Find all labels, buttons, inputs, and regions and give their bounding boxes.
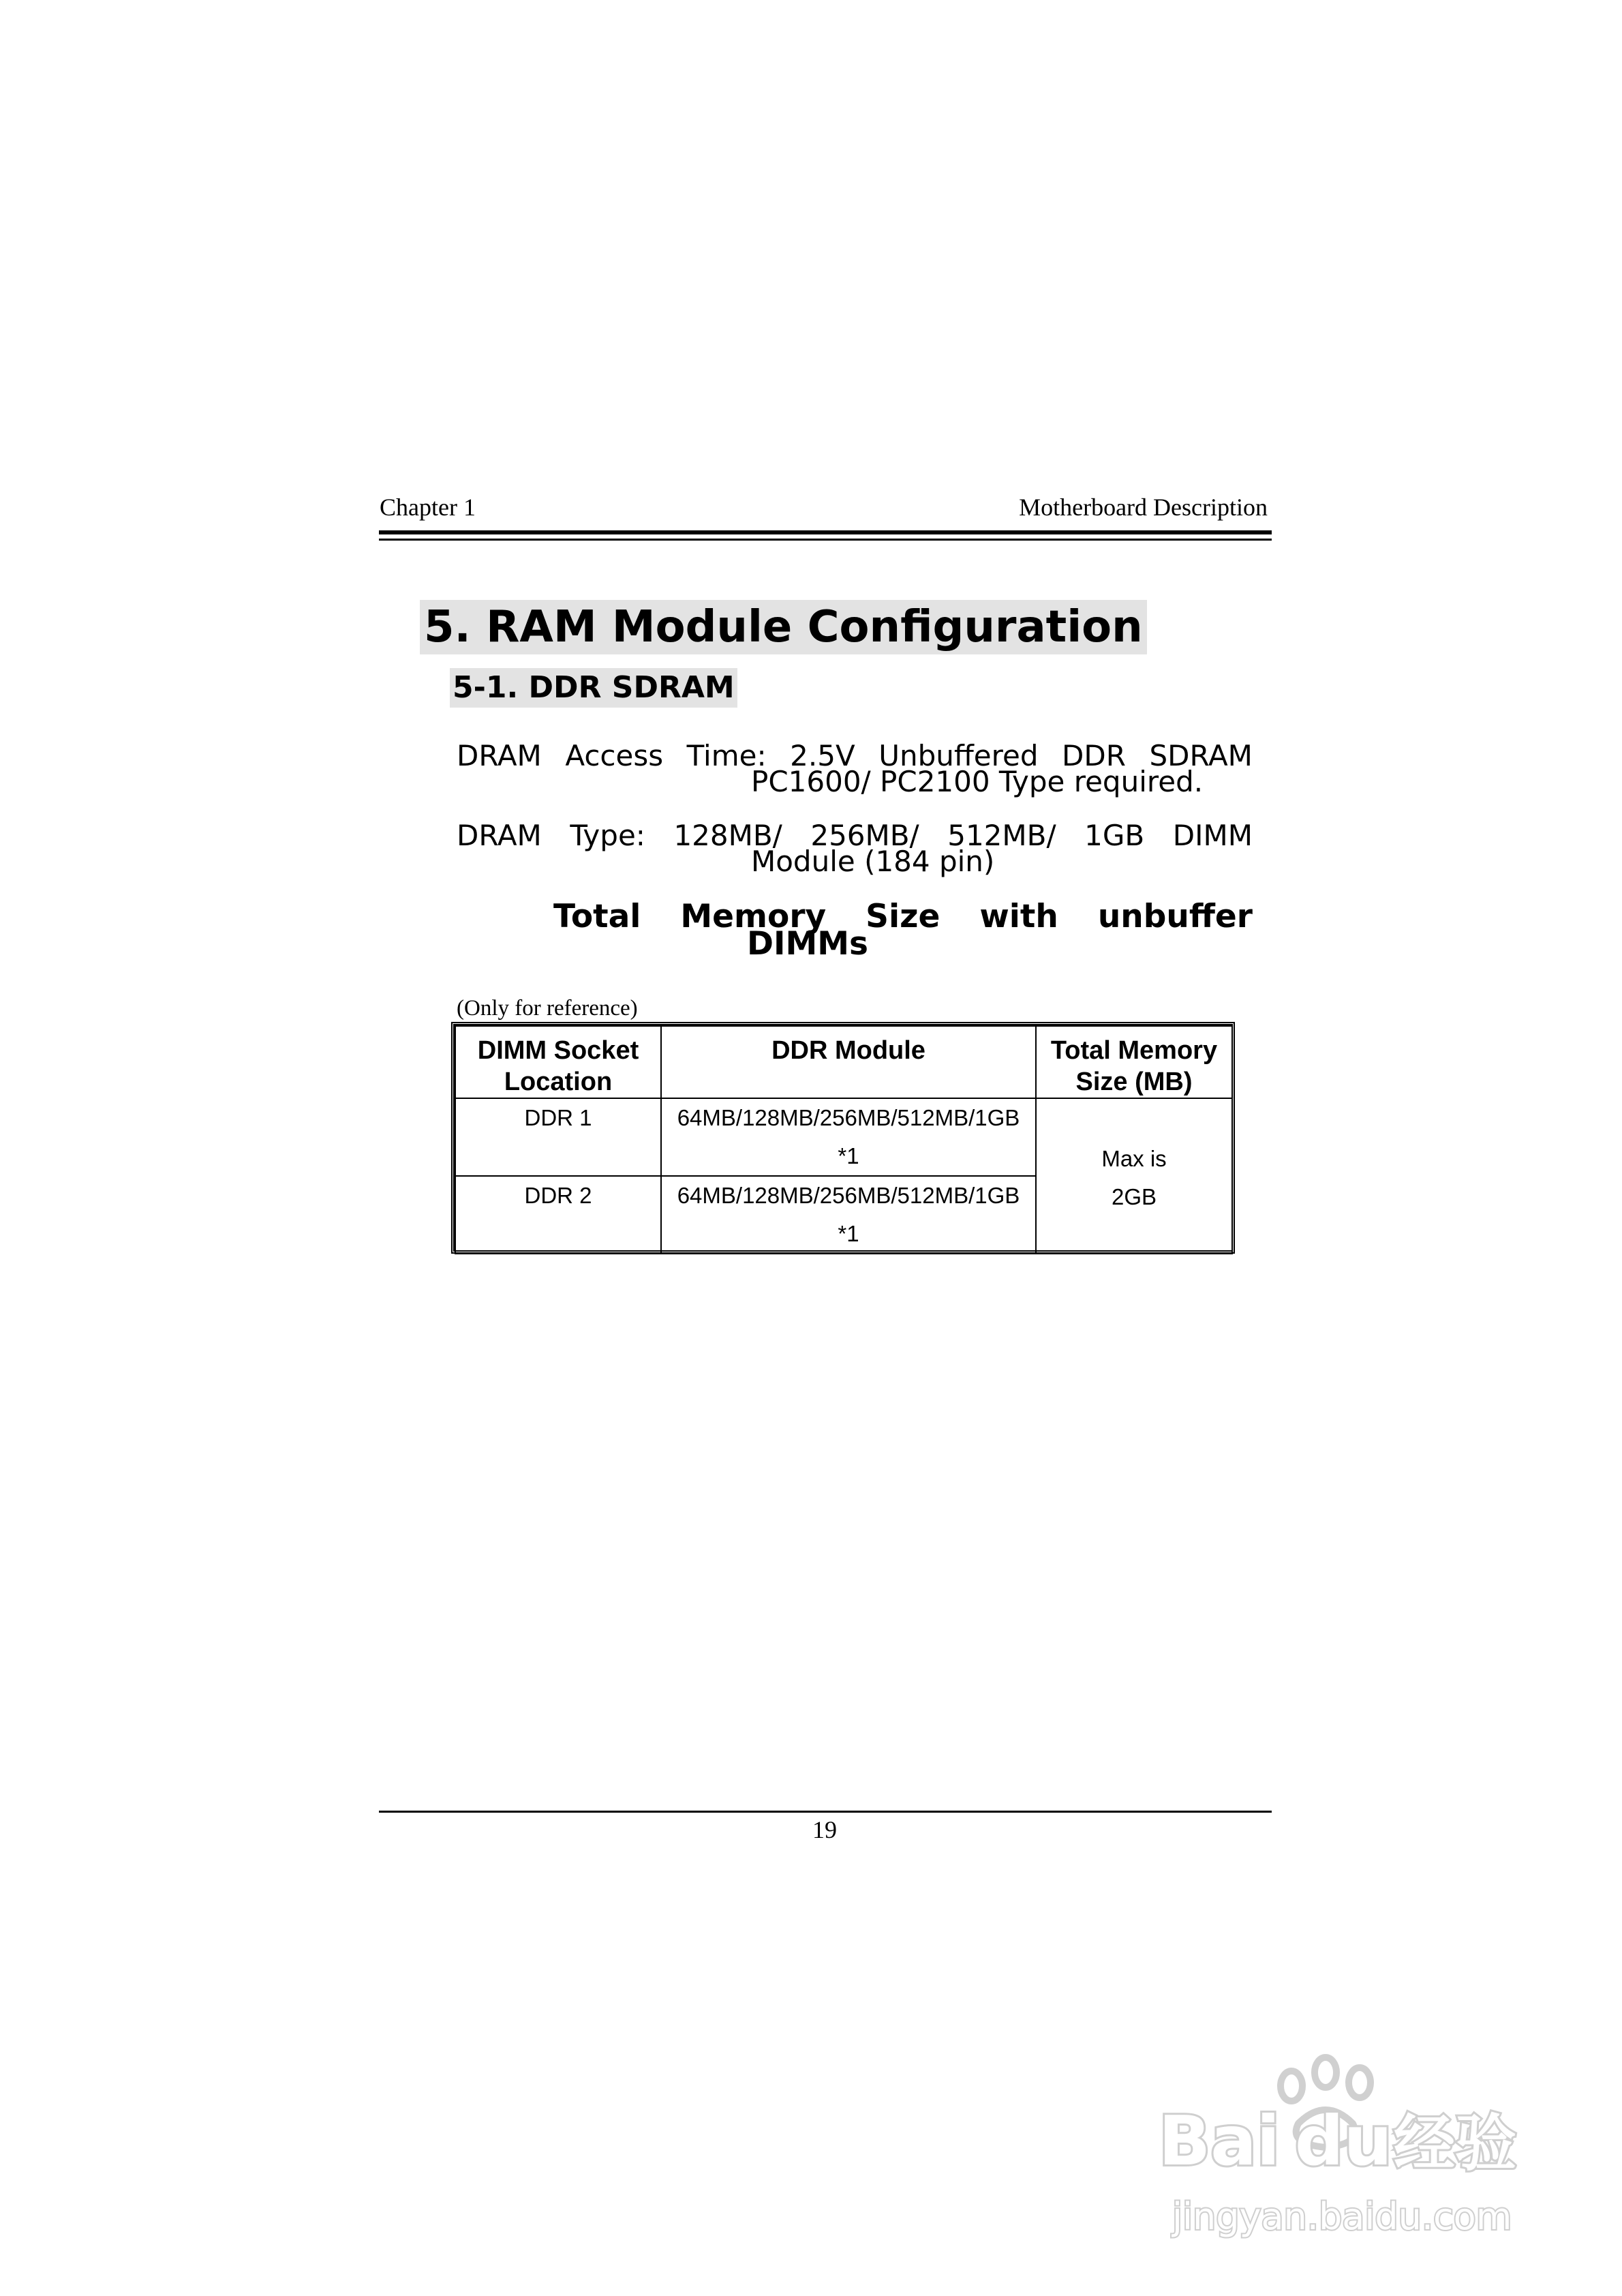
header-rule-thick — [379, 530, 1272, 534]
table-title — [553, 898, 1253, 963]
memory-table — [451, 1022, 1235, 1254]
word: SDRAM — [1149, 739, 1253, 772]
word: Size — [866, 898, 940, 935]
header-total-memory: Total Memory Size (MB) — [1036, 1026, 1232, 1098]
module-sizes: 64MB/128MB/256MB/512MB/1GB — [677, 1183, 1020, 1208]
table-row — [455, 1098, 1232, 1176]
baidu-jingyan-watermark-logo — [1159, 2045, 1540, 2250]
header-ddr-module: DDR Module — [661, 1026, 1036, 1098]
word: DIMM — [1172, 819, 1253, 852]
section-title: 5. RAM Module Configuration — [420, 600, 1147, 654]
word: Unbuffered — [878, 739, 1039, 772]
cell-module — [661, 1176, 1036, 1254]
word: 128MB/ — [673, 819, 782, 852]
dram-type-line2: Module (184 pin) — [751, 845, 995, 878]
word: 512MB/ — [947, 819, 1056, 852]
word: Type: — [570, 819, 645, 852]
cell-total-memory — [1036, 1098, 1232, 1254]
cell-socket: DDR 1 — [455, 1098, 661, 1176]
word: Access — [565, 739, 664, 772]
word: DRAM — [457, 739, 542, 772]
word: with — [979, 898, 1058, 935]
footer-rule — [379, 1811, 1272, 1813]
cell-socket: DDR 2 — [455, 1176, 661, 1254]
module-note: *1 — [838, 1143, 859, 1168]
access-time-line2: PC1600/ PC2100 Type required. — [751, 765, 1204, 798]
cell-module — [661, 1098, 1036, 1176]
page-number: 19 — [812, 1816, 837, 1843]
word: 2.5V — [790, 739, 855, 772]
header-rule-thin — [379, 539, 1272, 541]
header-title: Motherboard Description — [1019, 494, 1268, 521]
subsection-title: 5-1. DDR SDRAM — [450, 668, 737, 708]
word: 256MB/ — [810, 819, 919, 852]
dram-type-paragraph — [457, 821, 1253, 876]
svg-text:du: du — [1295, 2101, 1392, 2181]
word: Time: — [686, 739, 767, 772]
access-time-paragraph — [457, 739, 1253, 798]
total-memory-line2: 2GB — [1111, 1184, 1157, 1209]
table-title-line2: DIMMs — [747, 925, 869, 963]
total-memory-line1: Max is — [1101, 1146, 1167, 1171]
svg-text:经验: 经验 — [1394, 2108, 1516, 2179]
word: unbuffer — [1097, 898, 1253, 935]
word: 1GB — [1084, 819, 1145, 852]
reference-note: (Only for reference) — [457, 996, 638, 1021]
svg-text:jingyan.baidu.com: jingyan.baidu.com — [1172, 2195, 1512, 2238]
header-socket-location: DIMM Socket Location — [455, 1026, 661, 1098]
svg-text:Bai: Bai — [1159, 2101, 1280, 2181]
word: DRAM — [457, 819, 542, 852]
module-sizes: 64MB/128MB/256MB/512MB/1GB — [677, 1105, 1020, 1130]
word: DDR — [1062, 739, 1126, 772]
module-note: *1 — [838, 1221, 859, 1246]
word: Total — [553, 898, 641, 935]
header-chapter: Chapter 1 — [380, 494, 476, 521]
table-header-row — [455, 1026, 1232, 1098]
word: Memory — [680, 898, 827, 935]
